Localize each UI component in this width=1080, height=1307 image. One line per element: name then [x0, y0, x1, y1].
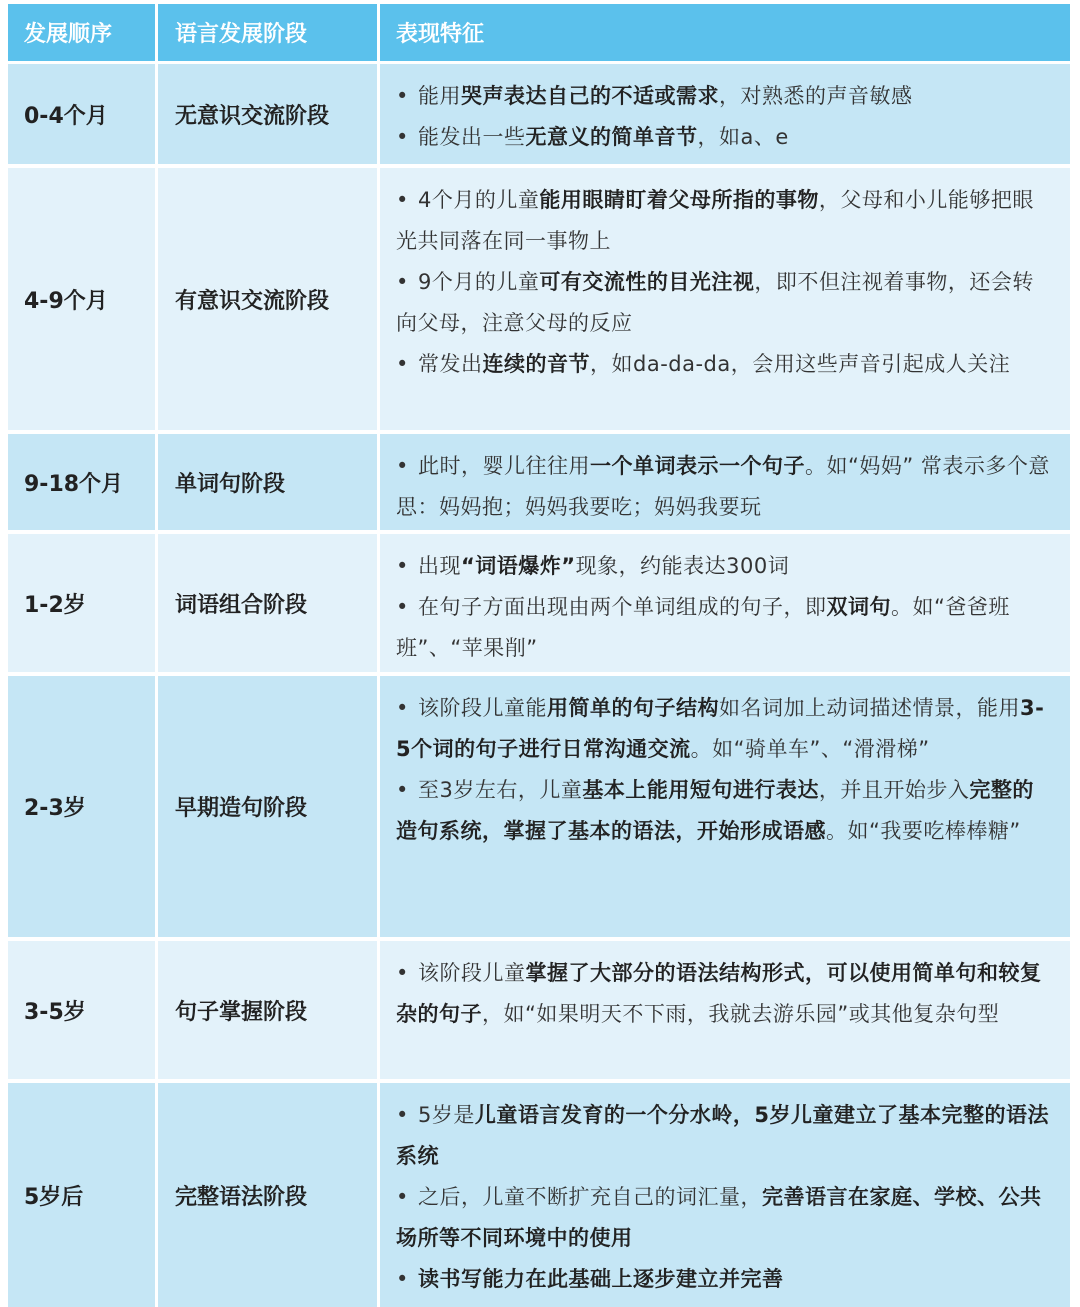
feature-bullet: [396, 446, 1054, 528]
bullet-dot-icon: •: [396, 270, 409, 294]
bullet-dot-icon: •: [396, 1267, 409, 1291]
feature-text: 。如“妈妈” 常表示多个意思：妈妈抱；妈妈我要吃；妈妈我要玩: [396, 454, 1050, 519]
feature-text-bold: 掌握了大部分的语法结构形式，可以使用简单句和较复杂的句子: [396, 961, 1042, 1026]
table-row: [8, 168, 1070, 434]
feature-text: ，如da-da-da，会用这些声音引起成人关注: [590, 352, 1011, 376]
feature-text: 。如“我要吃棒棒糖”: [826, 819, 1021, 843]
feature-text: ，对熟悉的声音敏感: [719, 84, 913, 108]
bullet-dot-icon: •: [396, 1185, 409, 1209]
bullet-dot-icon: •: [396, 1103, 409, 1127]
bullet-dot-icon: •: [396, 554, 409, 578]
header-stage: 语言发展阶段: [158, 4, 380, 61]
feature-text: 该阶段儿童: [418, 961, 526, 985]
feature-text: ，即不但注视着事物，还会转向父母，注意父母的反应: [396, 270, 1034, 335]
table-row: [8, 534, 1070, 676]
feature-text: 至3岁左右，儿童: [418, 778, 583, 802]
table-row: [8, 676, 1070, 941]
feature-text-bold: 3-5个词的句子进行日常沟通交流: [396, 696, 1045, 761]
feature-text-bold: 无意义的简单音节: [525, 125, 698, 149]
table-row: [8, 434, 1070, 534]
feature-text: 4个月的儿童: [418, 188, 540, 212]
feature-bullet: [396, 587, 1054, 669]
table-row: [8, 64, 1070, 168]
feature-bullet: [396, 688, 1054, 770]
row-age: 9-18个月: [8, 434, 158, 530]
feature-text: 该阶段儿童能: [418, 696, 547, 720]
row-stage: 有意识交流阶段: [158, 168, 380, 430]
feature-text-bold: “词语爆炸”: [461, 554, 576, 578]
table-row: [8, 1083, 1070, 1307]
row-stage: 早期造句阶段: [158, 676, 380, 937]
row-features: [380, 168, 1070, 430]
feature-text: 。如“爸爸班班”、“苹果削”: [396, 595, 1010, 660]
feature-text: 在句子方面出现由两个单词组成的句子，即: [418, 595, 827, 619]
bullet-dot-icon: •: [396, 84, 409, 108]
feature-bullet: [396, 180, 1054, 262]
bullet-dot-icon: •: [396, 125, 409, 149]
feature-text: 5岁是: [418, 1103, 475, 1127]
row-stage: 单词句阶段: [158, 434, 380, 530]
feature-bullet: [396, 1259, 1054, 1300]
bullet-dot-icon: •: [396, 595, 409, 619]
row-age: 1-2岁: [8, 534, 158, 672]
feature-text: 之后，儿童不断扩充自己的词汇量，: [418, 1185, 762, 1209]
row-age: 0-4个月: [8, 64, 158, 164]
feature-bullet: [396, 76, 1054, 117]
feature-text: 现象，约能表达300词: [575, 554, 790, 578]
feature-bullet: [396, 770, 1054, 852]
row-stage: 完整语法阶段: [158, 1083, 380, 1307]
feature-text-bold: 完善语言在家庭、学校、公共场所等不同环境中的使用: [396, 1185, 1042, 1250]
header-features: 表现特征: [396, 22, 485, 47]
feature-text: 出现: [418, 554, 461, 578]
row-stage: 无意识交流阶段: [158, 64, 380, 164]
bullet-dot-icon: •: [396, 188, 409, 212]
feature-text-bold: 一个单词表示一个句子: [590, 454, 805, 478]
feature-text-bold: 儿童语言发育的一个分水岭，5岁儿童建立了基本完整的语法系统: [396, 1103, 1049, 1168]
feature-text: 常发出: [418, 352, 483, 376]
table-row: [8, 941, 1070, 1083]
row-age: 5岁后: [8, 1083, 158, 1307]
bullet-dot-icon: •: [396, 454, 409, 478]
feature-bullet: [396, 953, 1054, 1035]
feature-bullet: [396, 1177, 1054, 1259]
row-features: [380, 434, 1070, 530]
feature-text: ，并且开始步入: [818, 778, 970, 802]
feature-bullet: [396, 117, 1054, 158]
feature-text: 此时，婴儿往往用: [418, 454, 590, 478]
row-age: 2-3岁: [8, 676, 158, 937]
feature-bullet: [396, 344, 1054, 385]
feature-text: ，如a、e: [697, 125, 789, 149]
row-features: [380, 676, 1070, 937]
feature-text: 能发出一些: [418, 125, 526, 149]
row-features: [380, 64, 1070, 164]
feature-text: ，父母和小儿能够把眼光共同落在同一事物上: [396, 188, 1034, 253]
feature-bullet: [396, 546, 1054, 587]
bullet-dot-icon: •: [396, 696, 409, 720]
table-header: [8, 4, 1070, 64]
feature-bullet: [396, 1095, 1054, 1177]
feature-text-bold: 完整的造句系统，掌握了基本的语法，开始形成语感: [396, 778, 1034, 843]
header-order: 发展顺序: [8, 4, 158, 61]
feature-text: ，如“如果明天不下雨，我就去游乐园”或其他复杂句型: [482, 1002, 1000, 1026]
development-table: [8, 4, 1070, 1307]
bullet-dot-icon: •: [396, 352, 409, 376]
feature-text-bold: 可有交流性的目光注视: [539, 270, 755, 294]
row-features: [380, 534, 1070, 672]
feature-text-bold: 哭声表达自己的不适或需求: [461, 84, 719, 108]
feature-text-bold: 基本上能用短句进行表达: [582, 778, 819, 802]
feature-text: 如名词加上动词描述情景，能用: [719, 696, 1020, 720]
row-stage: 词语组合阶段: [158, 534, 380, 672]
row-age: 3-5岁: [8, 941, 158, 1079]
feature-text-bold: 读书写能力在此基础上逐步建立并完善: [418, 1267, 784, 1291]
feature-text: 。如“骑单车”、“滑滑梯”: [690, 737, 930, 761]
bullet-dot-icon: •: [396, 778, 409, 802]
feature-text-bold: 用简单的句子结构: [547, 696, 719, 720]
feature-text-bold: 连续的音节: [482, 352, 590, 376]
row-stage: 句子掌握阶段: [158, 941, 380, 1079]
row-age: 4-9个月: [8, 168, 158, 430]
feature-text-bold: 双词句: [826, 595, 891, 619]
feature-text: 9个月的儿童: [418, 270, 540, 294]
row-features: [380, 941, 1070, 1079]
row-features: [380, 1083, 1070, 1307]
feature-text-bold: 能用眼睛盯着父母所指的事物: [539, 188, 819, 212]
bullet-dot-icon: •: [396, 961, 409, 985]
feature-bullet: [396, 262, 1054, 344]
feature-text: 能用: [418, 84, 461, 108]
